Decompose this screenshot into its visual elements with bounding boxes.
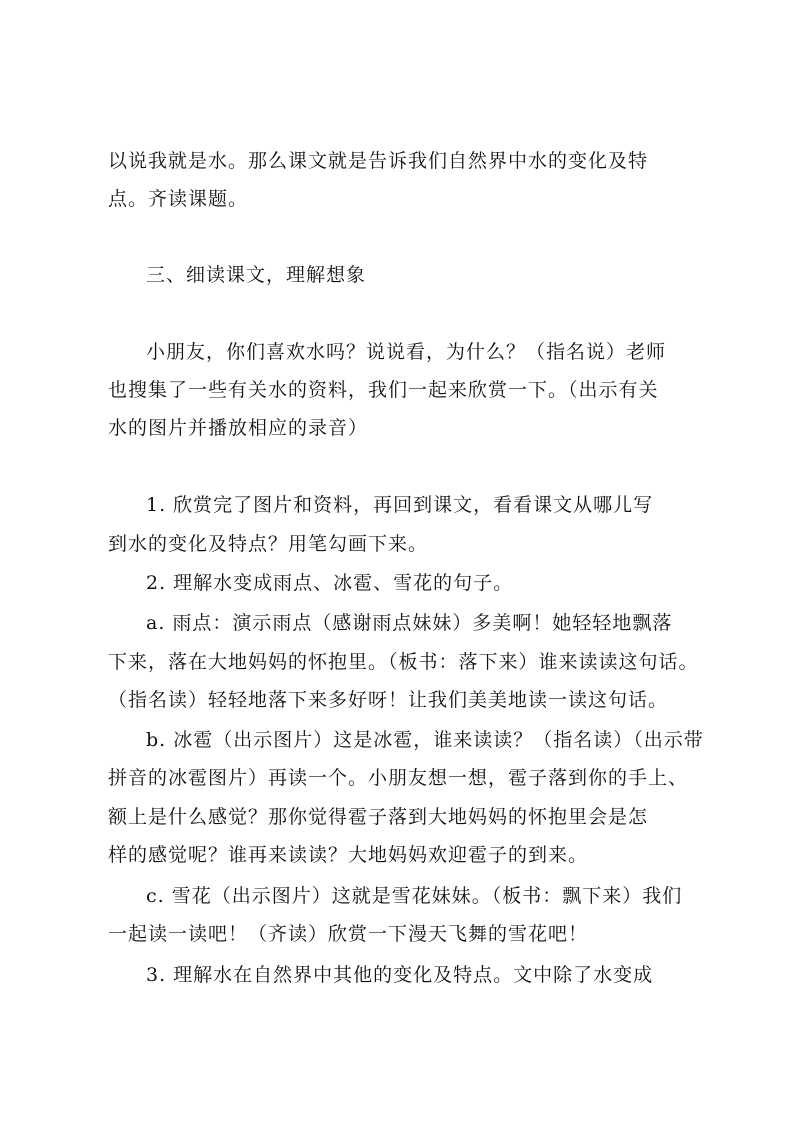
section-heading: 三、细读课文，理解想象 xyxy=(146,264,367,286)
list-item-1: 1. 欣赏完了图片和资料，再回到课文，看看课文从哪儿写 xyxy=(146,494,654,516)
paragraph-line: 水的图片并播放相应的录音） xyxy=(108,417,369,439)
paragraph-line: 小朋友，你们喜欢水吗？说说看，为什么？（指名说）老师 xyxy=(146,341,667,363)
paragraph-line: 下来，落在大地妈妈的怀抱里。（板书：落下来）谁来读读这句话。 xyxy=(108,651,699,673)
paragraph-line: 以说我就是水。那么课文就是告诉我们自然界中水的变化及特 xyxy=(108,150,649,172)
paragraph-line: 一起读一读吧！（齐读）欣赏一下漫天飞舞的雪花吧！ xyxy=(108,923,589,945)
paragraph-line: 拼音的冰雹图片）再读一个。小朋友想一想，雹子落到你的手上、 xyxy=(108,767,689,789)
list-item-c: c. 雪花（出示图片）这就是雪花妹妹。（板书：飘下来）我们 xyxy=(146,885,683,907)
list-item-3: 3. 理解水在自然界中其他的变化及特点。文中除了水变成 xyxy=(146,964,654,986)
paragraph-line: 样的感觉呢？谁再来读读？大地妈妈欢迎雹子的到来。 xyxy=(108,844,589,866)
paragraph-line: 也搜集了一些有关水的资料，我们一起来欣赏一下。（出示有关 xyxy=(108,379,659,401)
list-item-a: a. 雨点：演示雨点（感谢雨点妹妹）多美啊！她轻轻地飘落 xyxy=(146,612,673,634)
paragraph-line: （指名读）轻轻地落下来多好呀！让我们美美地读一读这句话。 xyxy=(108,689,669,711)
list-item-2: 2. 理解水变成雨点、冰雹、雪花的句子。 xyxy=(146,572,514,594)
paragraph-line: 到水的变化及特点？用笔勾画下来。 xyxy=(108,533,429,555)
paragraph-line: 点。齐读课题。 xyxy=(108,188,249,210)
list-item-b: b. 冰雹（出示图片）这是冰雹，谁来读读？（指名读）（出示带 xyxy=(146,729,704,751)
paragraph-line: 额上是什么感觉？那你觉得雹子落到大地妈妈的怀抱里会是怎 xyxy=(108,806,649,828)
